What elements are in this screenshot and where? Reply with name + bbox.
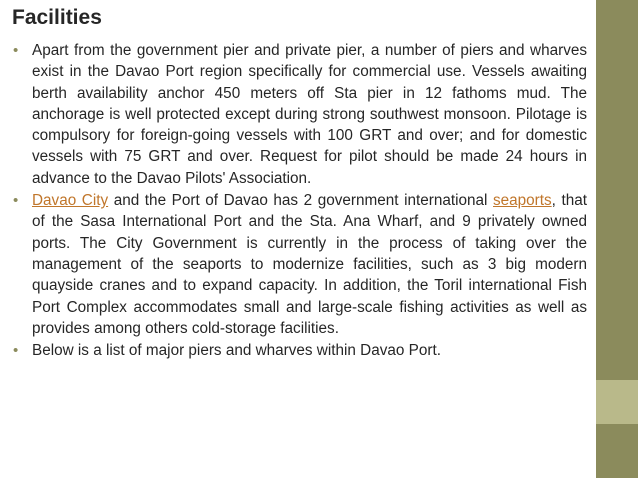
bullet-list xyxy=(13,40,587,362)
bullet-text: , that of the Sasa International Port and the Sta. Ana Wharf, and 9 privately owned ports. The City Government is currently in the process of taking over the management of the seaports to modernize facilities, such as 3 big modern quayside cranes and to expand capacity. In addition, the Toril international Fish Port Complex accommodates small and large-scale fishing activities as well as provides among others cold-storage facilities. xyxy=(32,192,588,337)
bullet-text: Below is a list of major piers and wharves within Davao Port. xyxy=(32,342,441,360)
bullet-text: and the Port of Davao has 2 government international xyxy=(108,192,493,210)
bullet-icon: • xyxy=(13,192,19,210)
slide-title: Facilities xyxy=(12,6,102,29)
bullet-item xyxy=(13,340,587,361)
davao-city-link[interactable]: Davao City xyxy=(32,192,109,210)
bullet-icon: • xyxy=(13,342,19,360)
bullet-item xyxy=(13,190,587,339)
bullet-icon: • xyxy=(13,42,19,59)
bullet-item xyxy=(13,40,587,189)
decorative-sidebar-accent xyxy=(596,380,638,424)
bullet-text: Apart from the government pier and private pier, a number of piers and wharves exist in the Davao Port region specifically for commercial use. Vessels awaiting berth availability anchor 450 meters off Sta pier in 12 fathoms mud. The anchorage is well protected except during strong southwest monsoon. Pilotage is compulsory for foreign-going vessels with 100 GRT and over; and for domestic vessels with 75 GRT and over. Request for pilot should be made 24 hours in advance to the Davao Pilots' Association. xyxy=(32,42,587,187)
seaports-link[interactable]: seaports xyxy=(493,192,552,210)
